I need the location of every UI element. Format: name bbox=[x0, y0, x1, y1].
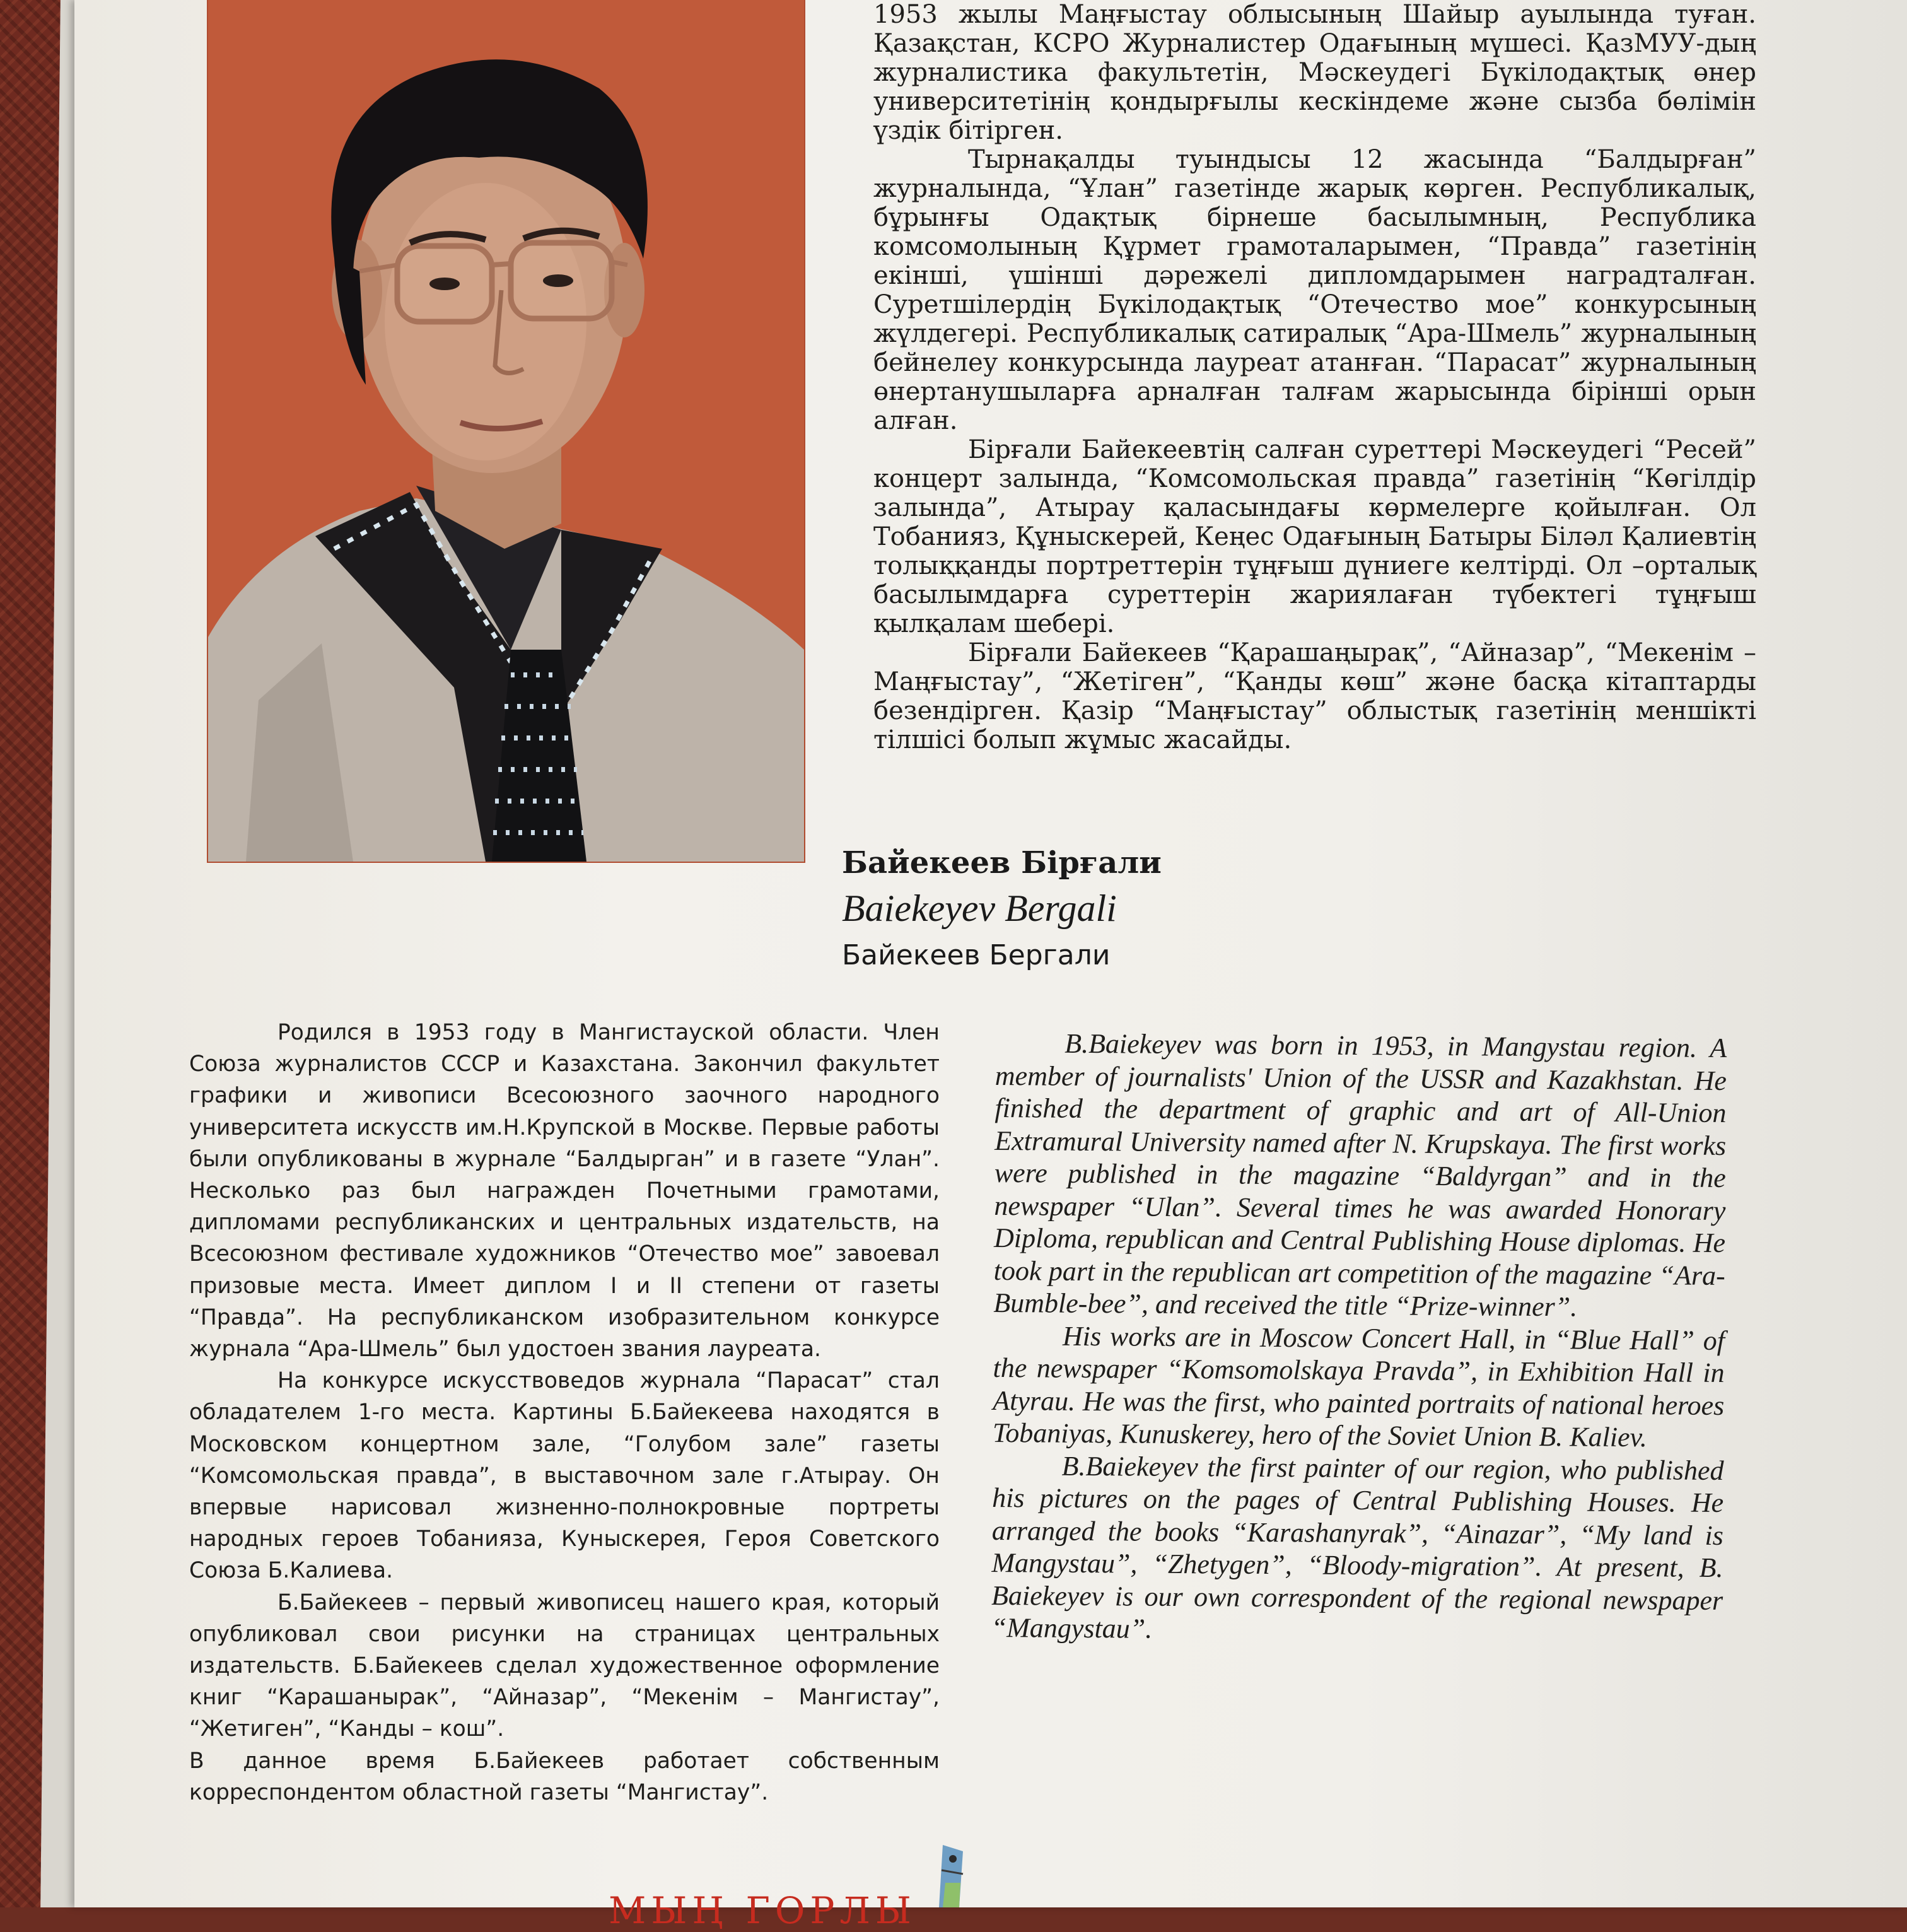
english-paragraph: B.Baiekeyev the first painter of our region, who published his pictures on the pages of Central Publishing Houses. He arranged the books “Karashanyrak”, “Ainazar”, “My land is Mangystau”, “Zhetygen”, “Bloody-migration”. At present, B. Baiekeyev is our own correspondent of the regional newspaper “Mangystau”. bbox=[991, 1450, 1724, 1644]
portrait-photo bbox=[208, 0, 804, 862]
english-biography bbox=[991, 1027, 1727, 1649]
russian-biography bbox=[189, 1017, 940, 1808]
russian-paragraph: Б.Байекеев – первый живописец нашего края, который опубликовал свои рисунки на страницах центральных издательств. Б.Байекеев сделал художественное оформление книг “Карашанырак”, “Айназар”, “Мекенім – Мангистау”, “Жетиген”, “Канды – кош”. bbox=[189, 1590, 940, 1742]
english-paragraph: B.Baiekeyev was born in 1953, in Mangystau region. A member of journalists' Union of the USSR and Kazakhstan. He finished the department of graphic and art of All-Union Extramural University named after N. Krupskaya. The first works were published in the magazine “Baldyrgan” and in the newspaper “Ulan”. Several times he was awarded Honorary Diploma, republican and Central Publishing House diplomas. He took part in the republican art competition of the magazine “Ara-Bumble-bee”, and received the title “Prize-winner”. bbox=[993, 1027, 1727, 1323]
name-english: Baiekeyev Bergali bbox=[842, 887, 1117, 929]
kazakh-biography bbox=[873, 0, 1756, 754]
russian-paragraph: Родился в 1953 году в Мангистауской области. Член Союза журналистов СССР и Казахстана. Закончил факультет графики и живописи Всесоюзного заочного народного университета искусств им.Н.Крупской в Москве. Первые работы были опубликованы в журнале “Балдырган” и в газете “Улан”. Несколько раз был награжден Почетными грамотами, дипломами республиканских и центральных издательств, на Всесоюзном фестивале художников “Отечество мое” завоевал призовые места. Имеет диплом I и II степени от газеты “Правда”. На республиканском изобразительном конкурсе журнала “Ара-Шмель” был удостоен звания лауреата. bbox=[189, 1020, 940, 1362]
english-paragraph: His works are in Moscow Concert Hall, in “Blue Hall” of the newspaper “Komsomolskaya Pravda”, in Exhibition Hall in Atyrau. He was the first, who painted portraits of national heroes Tobaniyas, Kunuskerey, hero of the Soviet Union B. Kaliev. bbox=[992, 1320, 1725, 1453]
name-kazakh: Байекеев Бірғали bbox=[842, 845, 1162, 881]
russian-paragraph: В данное время Б.Байекеев работает собственным корреспондентом областной газеты “Мангистау”. bbox=[189, 1748, 940, 1805]
russian-paragraph: На конкурсе искусствоведов журнала “Парасат” стал обладателем 1-го места. Картины Б.Байекеева находятся в Московском концертном зале, “Голубом зале” газеты “Комсомольская правда”, в выставочном зале г.Атырау. Он впервые нарисовал жизненно-полнокровные портреты народных героев Тобанияза, Куныскерея, Героя Советского Союза Б.Калиева. bbox=[189, 1368, 940, 1584]
footer-title: МЫҢ ГОРЛЫ bbox=[609, 1889, 916, 1932]
kazakh-paragraph: Бірғали Байекеев “Қарашаңырақ”, “Айназар”, “Мекенім – Маңғыстау”, “Жетіген”, “Қанды көш” және басқа кітаптарды безендірген. Қазір “Маңғыстау” облыстық газетінің меншікті тілшісі болып жұмыс жасайды. bbox=[873, 638, 1756, 754]
name-heading bbox=[842, 845, 1162, 971]
kazakh-paragraph: 1953 жылы Маңғыстау облысының Шайыр ауылында туған. Қазақстан, КСРО Журналистер Одағының мүшесі. ҚазМУУ-дың журналистика факультетін, Мәскеудегі Бүкілодақтық өнер университетінің қондырғылы кескіндеме және сызба бөлімін үздік бітірген. bbox=[873, 0, 1756, 145]
name-russian: Байекеев Бергали bbox=[842, 939, 1111, 971]
kazakh-paragraph: Тырнақалды туындысы 12 жасында “Балдырған” журналында, “Ұлан” газетінде жарық көрген. Республикалық, бұрынғы Одақтық бірнеше басылымның, Республика комсомолының Құрмет грамоталарымен, “Правда” газетінің екінші, үшінші дәрежелі дипломдарымен наградталған. Суретшілердің Бүкілодақтық “Отечество мое” конкурсының жүлдегері. Республикалық сатиралық “Ара-Шмель” журналының бейнелеу конкурсында лауреат атанған. “Парасат” журналының өнертанушыларға арналған талғам жарысында бірінші орын алған. bbox=[873, 145, 1756, 435]
kazakh-paragraph: Бірғали Байекеевтің салған суреттері Мәскеудегі “Ресей” концерт залында, “Комсомольская правда” газетінің “Көгілдір залында”, Атырау қаласындағы көрмелерге қойылған. Ол Тобанияз, Құныскерей, Кеңес Одағының Батыры Біләл Қалиевтің толыққанды портреттерін тұңғыш дүниеге келтірді. Ол –орталық басылымдарға суреттерін жариялаған түбектегі тұңғыш қылқалам шебері. bbox=[873, 435, 1756, 638]
quill-logo-icon bbox=[924, 1845, 981, 1907]
